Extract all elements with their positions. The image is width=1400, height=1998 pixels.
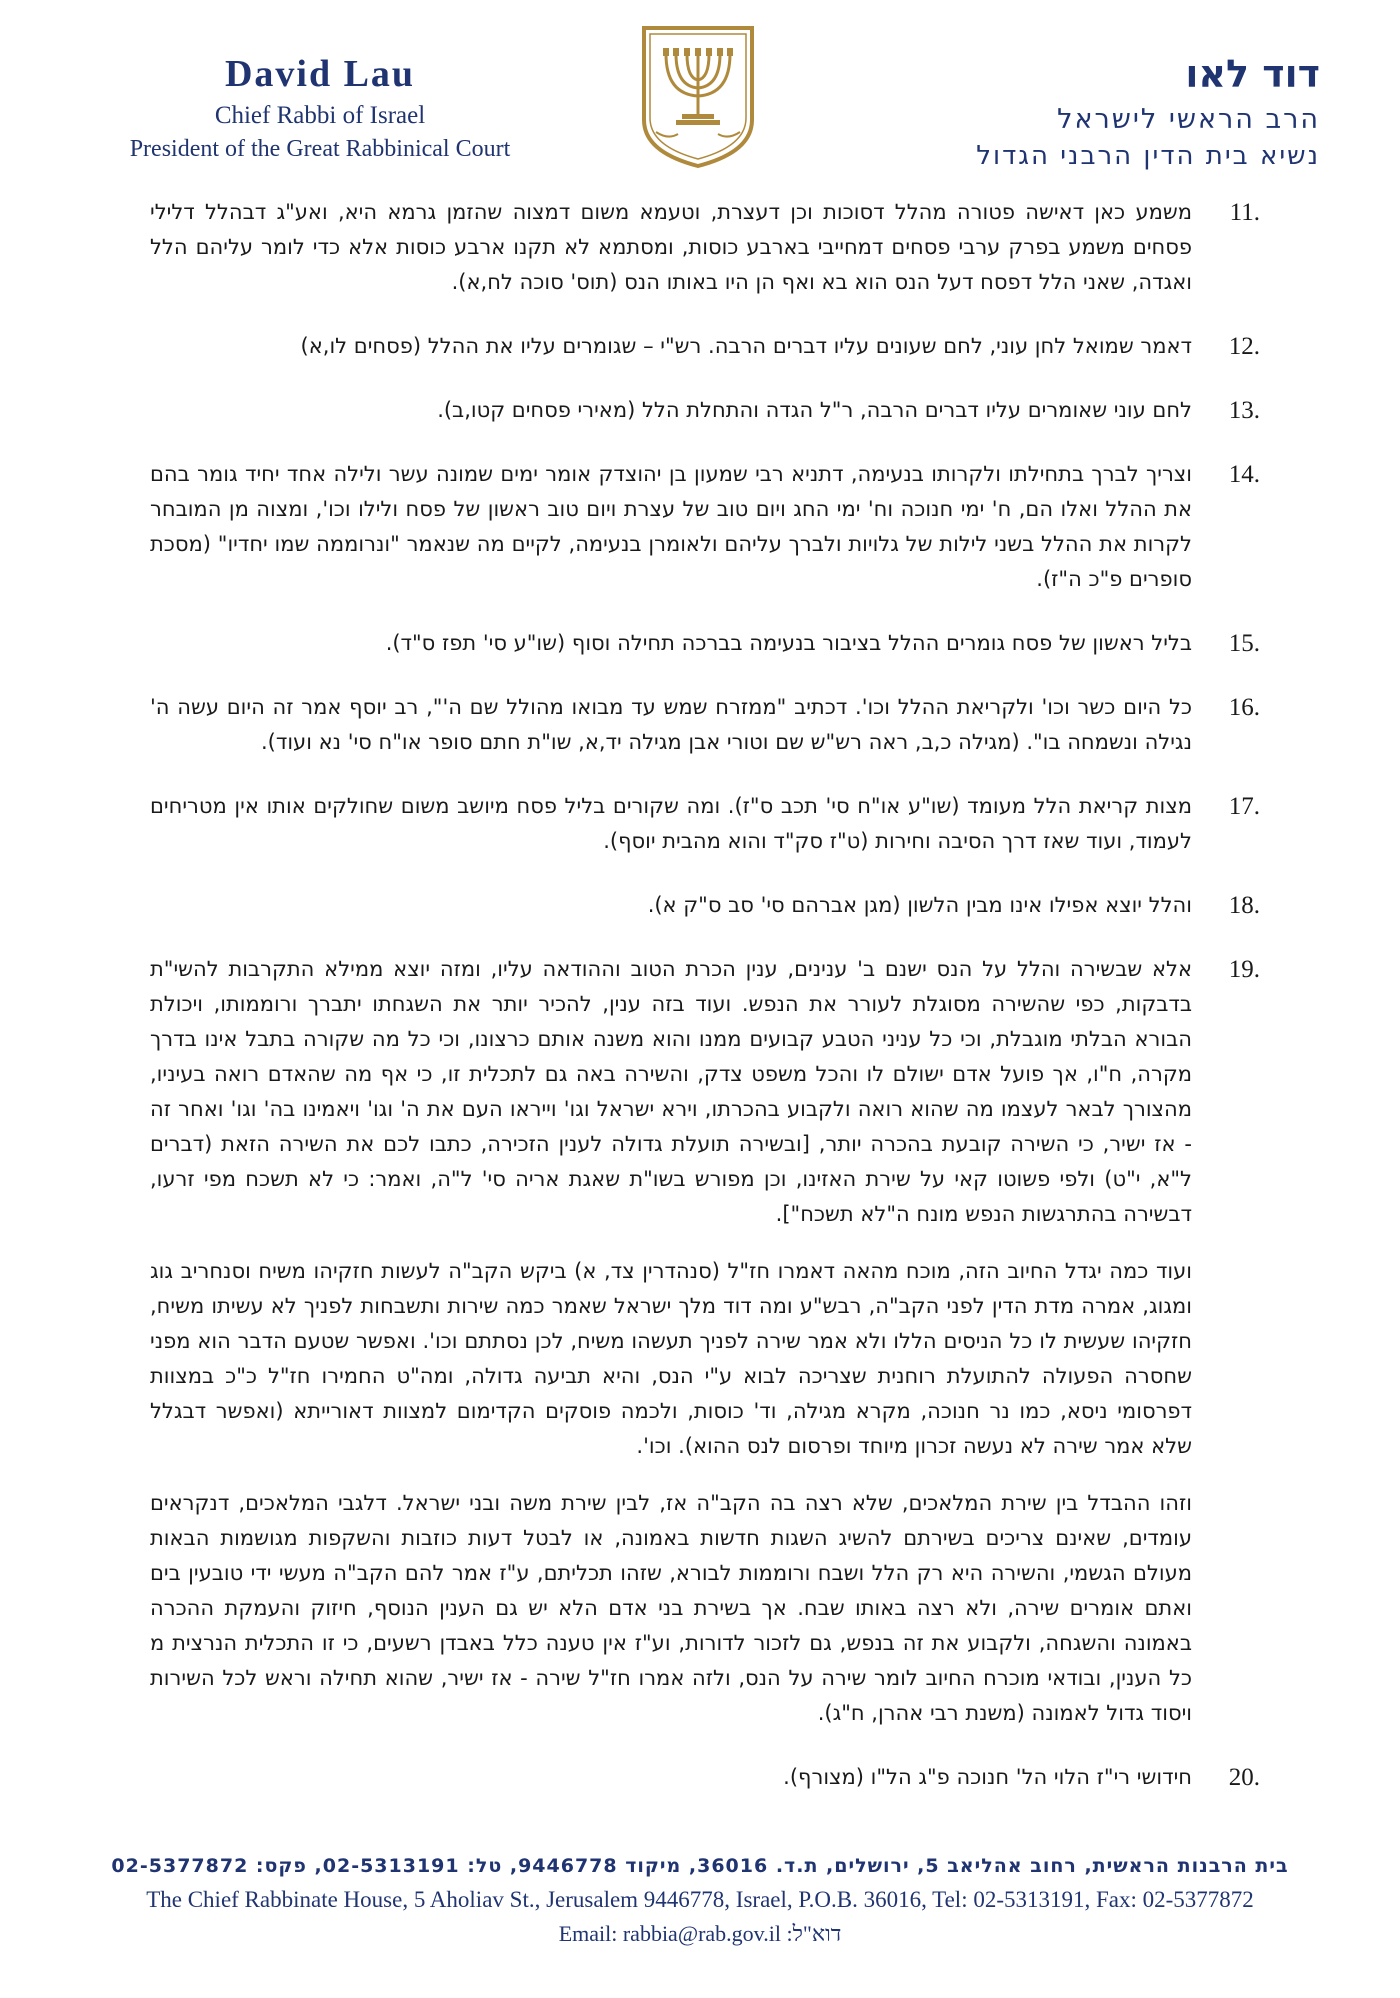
footnote-text: אלא שבשירה והלל על הנס ישנם ב' ענינים, ענין הכרת הטוב וההודאה עליו, ומזה יוצא ממילא התקרבות להשי"ת בדבקות, כפי שהשירה מסוגלת לעורר את הנפש. ועוד בזה ענין, להכיר יותר את השגחתו יתברך ורוממותו, ויכולת הבורא הבלתי מוגבלת, וכי כל עניני הטבע קבועים ממנו והוא משנה אותם כרצונו, וכי כל מה שקורה בתבל אינו בדרך מקרה, ח"ו, אך פועל אדם ישולם לו והכל משפט צדק, והשירה באה גם לתכלית זו, כי אף מה שהאדם רואה בעיניו, מהצורך לבאר לעצמו מה שהוא רואה ולקבוע בהכרתו, וירא ישראל וגו' וייראו העם את ה' וגו' ויאמינו בה' וגו' ואחר זה - אז ישיר, כי השירה קובעת בהכרה יותר, [ובשירה תועלת גדולה לענין הזכירה, כתבו לכם את השירה הזאת (דברים ל"א, י"ט) ולפי פשוטו קאי על שירת האזינו, וכן מפורש בשו"ת שאגת אריה סי' ל"ה, ואמר: כי לא תשכח מפי זרעו, דבשירה בהתרגשות הנפש מונח ה"לא תשכח"]. [150,957,1192,1226]
footnote-item [150,1760,1260,1795]
footnote-text: כל היום כשר וכו' ולקריאת ההלל וכו'. דכתיב "ממזרח שמש עד מבואו מהולל שם ה'", רב יוסף אמר זה היום עשה ה' נגילה ונשמחה בו". (מגילה כ,ב, ראה רש"ש שם וטורי אבן מגילה יד,א, שו"ת חתם סופר או"ח סי' נא ועוד). [150,695,1192,754]
footnote-number: 15. [1228,630,1260,657]
letterhead-english [100,52,540,163]
footnote-number: 12. [1228,333,1260,360]
menorah-emblem-icon [638,22,758,170]
footnote-text: משמע כאן דאישה פטורה מהלל דסוכות וכן דעצרת, וטעמא משום דמצוה שהזמן גרמא היא, ואע"ג דבהלל דלילי פסחים משמע בפרק ערבי פסחים דמחייבי בארבע כוסות, ומסתמא לא תקנו ארבע כוסות אלא כדי לומר עליהם הלל ואגדה, שאני הלל דפסח דעל הנס הוא בא ואף הן היו באותו הנס (תוס' סוכה לח,א). [150,200,1192,294]
english-name: David Lau [224,53,416,95]
footnote-number: 19. [1228,956,1260,983]
footnote-text: חידושי רי"ז הלוי הל' חנוכה פ"ג הל"ו (מצורף). [783,1765,1192,1789]
footnote-item [150,789,1260,859]
footnote-text: ועוד כמה יגדל החיוב הזה, מוכח מהאה דאמרו חז"ל (סנהדרין צד, א) ביקש הקב"ה לעשות חזקיהו משיח וסנחריב גוג ומגוג, אמרה מדת הדין לפני הקב"ה, רבש"ע ומה דוד מלך ישראל שאמר כמה שירות ותשבחות לפניך לא עשיתו משיח, חזקיהו שעשית לו כל הניסים הללו ולא אמר שירה לפניך תעשהו משיח, לכן נסתתם וכו'. ואפשר שטעם הדבר הוא מפני שחסרה הפעולה להתועלת רוחנית שצריכה לבוא ע"י הנס, והיא תביעה גדולה, ומה"ט החמירו חז"ל כ"כ במצוות דפרסומי ניסא, כמו נר חנוכה, מקרא מגילה, וד' כוסות, ולכמה פוסקים הקדימום למצוות דאורייתא (ואפשר דבגלל שלא אמר שירה לא נעשה זכרון מיוחד ופרסום לנס ההוא). וכו'. [150,1259,1192,1458]
footnote-number: 16. [1228,694,1260,721]
footnote-text: בליל ראשון של פסח גומרים ההלל בציבור בנעימה בברכה תחילה וסוף (שו"ע סי' תפז ס"ד). [385,631,1192,655]
footnote-item [150,690,1260,760]
footnote-text: וצריך לברך בתחילתו ולקרותו בנעימה, דתניא רבי שמעון בן יהוצדק אומר ימים שמונה עשר ולילה אחד יחיד גומר בהם את ההלל ואלו הם, ח' ימי חנוכה וח' ימי החג ויום טוב של עצרת ויום טוב ראשון של פסח ולילו וכו', ומצוה מן המובחר לקרות את ההלל בשני לילות של גלויות ולברך עליהם ולאומרן בנעימה, לקיים מה שנאמר "ונרוממה שמו יחדיו" (מסכת סופרים פ"כ ה"ז). [150,462,1192,591]
footnote-text: והלל יוצא אפילו אינו מבין הלשון (מגן אברהם סי' סב ס"ק א). [647,893,1192,917]
footnote-number: 11. [1229,199,1260,226]
footnote-item [150,329,1260,364]
footnote-number: 13. [1228,397,1260,424]
footer-hebrew-address: בית הרבנות הראשית, רחוב אהליאב 5, ירושלים, ת.ד. 36016, מיקוד 9446778, טל: 02-5313191, פקס: 02-5377872 [111,1855,1289,1877]
footnote-number: 14. [1228,461,1260,488]
english-title: Chief Rabbi of Israel [214,102,426,129]
footnote-text: וזהו ההבדל בין שירת המלאכים, שלא רצה בה הקב"ה אז, לבין שירת משה ובני ישראל. דלגבי המלאכים, דנקראים עומדים, שאינם צריכים בשירתם להשיג השגות חדשות באמונה, או לבטל דעות כוזבות והשקפות מגושמות הבאות מעולם הגשמי, והשירה היא רק הלל ושבח ורוממות לבורא, שזהו תכליתם, ע"ז אמר להם הקב"ה מעשי ידי טובעין בים ואתם אומרים שירה, ולא רצה באותו שבח. אך בשירת בני אדם הלא יש גם הענין הנוסף, חיזוק והעמקת ההכרה באמונה והשגחה, ולקבוע את זה בנפש, גם לזכור לדורות, וע"ז אין טענה כלל באבדן רשעים, כי זו התכלית הנרצית מ כל הענין, ובודאי מוכרח החיוב לומר שירה על הנס, ולזה אמרו חז"ל שירה - אז ישיר, שהוא תחילה וראש לכל השירות ויסוד גדול לאמונה (משנת רבי אהרן, ח"ג). [150,1491,1192,1725]
footnote-item [150,457,1260,597]
footnote-text: מצות קריאת הלל מעומד (שו"ע או"ח סי' תכב ס"ז). ומה שקורים בליל פסח מיושב משום שחולקים אותו אין מטריחים לעמוד, ועוד שאז דרך הסיבה וחירות (ט"ז סק"ד והוא מהבית יוסף). [150,794,1192,853]
footnote-item [150,195,1260,300]
english-subtitle: President of the Great Rabbinical Court [129,136,511,162]
footnote-text: לחם עוני שאומרים עליו דברים הרבה, ר"ל הגדה והתחלת הלל (מאירי פסחים קטו,ב). [437,398,1192,422]
footnote-number: 20. [1228,1764,1260,1791]
footnote-number: 17. [1228,793,1260,820]
footnotes-body [150,195,1260,1800]
footer-email: Email: rabbia@rab.gov.il :דוא"ל [558,1921,842,1946]
footnote-item [150,952,1260,1731]
hebrew-name: דוד לאו [1185,52,1320,96]
footnote-item [150,393,1260,428]
footnote-text: דאמר שמואל לחן עוני, לחם שעונים עליו דברים הרבה. רש"י – שגומרים עליו את ההלל (פסחים לו,א) [300,334,1192,358]
footnote-item [150,888,1260,923]
footer-english-address: The Chief Rabbinate House, 5 Aholiav St., Jerusalem 9446778, Israel, P.O.B. 36016, Tel: 02-5313191, Fax: 02-5377872 [146,1887,1254,1912]
letterhead-hebrew [900,52,1320,171]
letterhead [0,0,1400,175]
letter-footer [0,1855,1400,1947]
footnote-item [150,626,1260,661]
hebrew-subtitle: נשיא בית הדין הרבני הגדול [976,141,1320,171]
footnote-number: 18. [1228,892,1260,919]
hebrew-title: הרב הראשי לישראל [1057,104,1320,135]
